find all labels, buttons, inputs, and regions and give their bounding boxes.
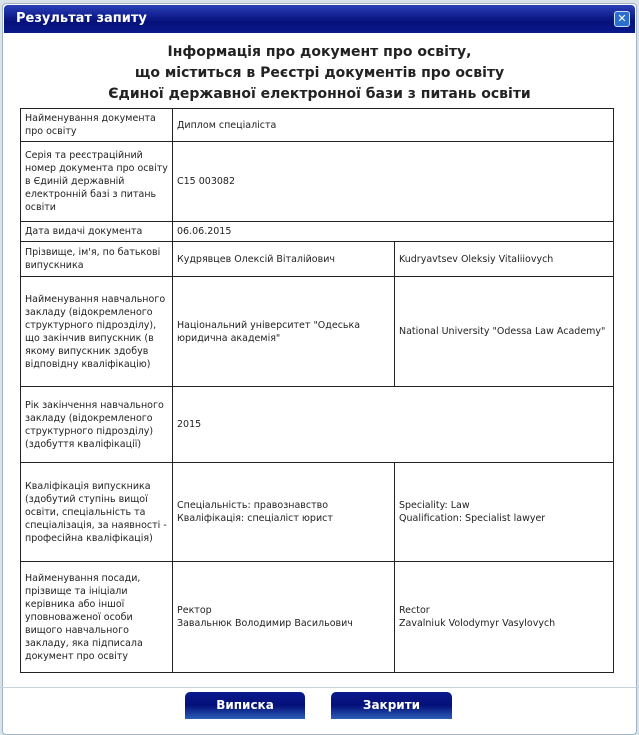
row-label: Прізвище, ім'я, по батькові випускника [21,242,173,277]
row-label: Найменування посади, прізвище та ініціали керівника або іншої уповноваженої особи вищого навчального закладу, яка підписала документ про освіту [21,562,173,673]
table-row [21,222,614,242]
row-label: Кваліфікація випускника (здобутий ступінь вищої освіти, спеціальність та спеціалізація, за наявності - професійна кваліфікація) [21,463,173,562]
heading-line: Єдиної державної електронної бази з питань освіти [108,86,531,102]
value-en: Speciality: Law Qualification: Specialist lawyer [395,463,614,562]
extract-button[interactable]: Виписка [185,692,305,719]
row-label: Серія та реєстраційний номер документа про освіту в Єдиній державній електронній базі з питань освіти [21,142,173,222]
value: Диплом спеціаліста [173,109,614,142]
table-row [21,463,614,562]
value: C15 003082 [173,142,614,222]
row-label: Найменування навчального закладу (відокремленого структурного підрозділу), що закінчив випускник (в якому випускник здобув відповідну кваліфікацію) [21,277,173,387]
close-icon[interactable]: ✕ [614,11,630,27]
title-bar [4,5,635,33]
page-heading [3,42,636,105]
table-row [21,242,614,277]
footer-divider [0,687,639,688]
value-en: Kudryavtsev Oleksiy Vitaliiovych [395,242,614,277]
table-row [21,562,614,673]
value: Спеціальність: правознавство Кваліфікація: спеціаліст юрист [173,463,395,562]
value: Кудрявцев Олексій Віталійович [173,242,395,277]
table-row [21,142,614,222]
value-en: National University "Odessa Law Academy" [395,277,614,387]
value-en: Rector Zavalniuk Volodymyr Vasylovych [395,562,614,673]
document-info-table [20,108,614,673]
table-row [21,277,614,387]
close-button[interactable]: Закрити [331,692,452,719]
table-row [21,387,614,463]
heading-line: що міститься в Реєстрі документів про освіту [134,65,505,81]
table-row [21,109,614,142]
row-label: Дата видачі документа [21,222,173,242]
row-label: Рік закінчення навчального закладу (відокремленого структурного підрозділу) (здобуття кваліфікації) [21,387,173,463]
value: 2015 [173,387,614,463]
dialog-title: Результат запиту [16,11,147,26]
row-label: Найменування документа про освіту [21,109,173,142]
value: 06.06.2015 [173,222,614,242]
heading-line: Інформація про документ про освіту, [167,44,472,60]
value: Національний університет "Одеська юридична академія" [173,277,395,387]
value: Ректор Завальнюк Володимир Васильович [173,562,395,673]
